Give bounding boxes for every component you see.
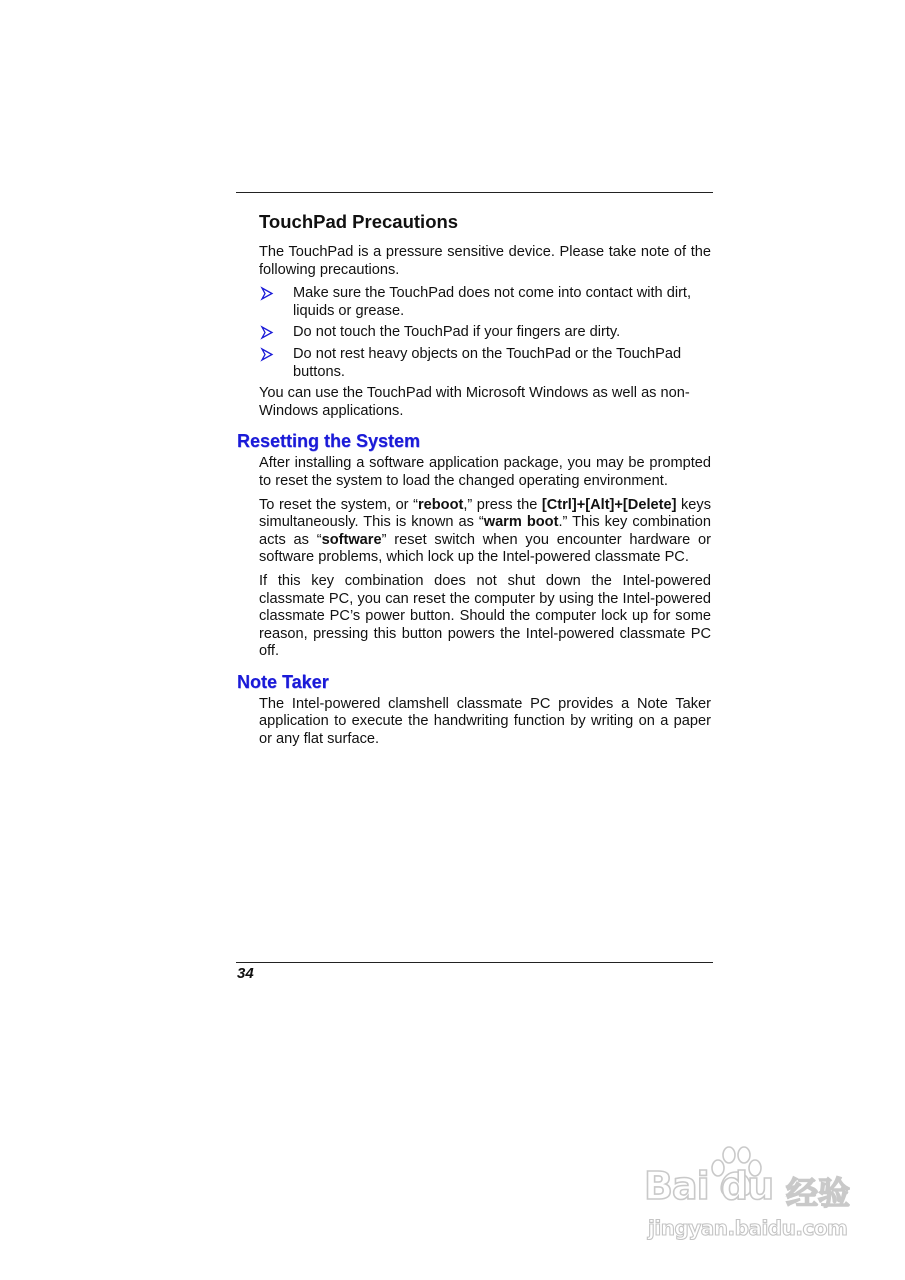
note-taker-para: The Intel-powered clamshell classmate PC provides a Note Taker application to execute the handwriting function by writing on a paper or any flat surface. <box>259 695 711 748</box>
text-run: ” reset switch when you encounter hardware or software problems, which lock up the Intel-powered classmate PC. <box>259 531 711 566</box>
bullet-text: Do not touch the TouchPad if your fingers are dirty. <box>293 324 621 341</box>
arrowhead-bullet-icon <box>260 346 274 363</box>
list-item <box>259 285 713 320</box>
touchpad-outro: You can use the TouchPad with Microsoft Windows as well as non-Windows applications. <box>259 385 690 419</box>
key-combo: [Ctrl]+[Alt]+[Delete] <box>541 496 677 513</box>
text-run: .” This key combination acts as “ <box>259 514 712 548</box>
text-run: To reset the system, or “ <box>259 496 418 513</box>
list-item <box>259 346 713 381</box>
note-taker-heading: Note Taker <box>237 671 329 692</box>
list-item <box>259 324 713 342</box>
reboot-term: reboot <box>417 496 464 513</box>
watermark-jingyan-text: 经验 <box>786 1174 851 1212</box>
touchpad-precautions-list <box>259 285 713 381</box>
resetting-para-2 <box>259 497 711 567</box>
text-run: ,” press the <box>463 496 542 513</box>
watermark-logo-text: Bai du <box>644 1164 774 1208</box>
bullet-text: Make sure the TouchPad does not come into contact with dirt, liquids or grease. <box>293 285 692 319</box>
resetting-para-1: After installing a software application package, you may be prompted to reset the system to load the changed operating environment. <box>259 455 711 489</box>
resetting-para-3: If this key combination does not shut down the Intel-powered classmate PC, you can reset the computer by using the Intel-powered classmate PC’s power button. Should the computer lock up for some reason, pressing this button powers the Intel-powered classmate PC off. <box>259 572 711 660</box>
baidu-jingyan-watermark <box>640 1142 855 1252</box>
touchpad-heading: TouchPad Precautions <box>259 211 459 232</box>
bullet-text: Do not rest heavy objects on the TouchPad or the TouchPad buttons. <box>293 345 682 380</box>
arrowhead-bullet-icon <box>260 285 274 302</box>
resetting-heading: Resetting the System <box>237 431 421 452</box>
top-rule <box>236 192 713 193</box>
page-number: 34 <box>237 965 254 982</box>
text-run: keys simultaneously. This is known as “ <box>259 496 711 531</box>
warm-boot-term: warm boot <box>483 514 559 531</box>
software-term: software <box>321 531 382 548</box>
arrowhead-bullet-icon <box>260 324 274 341</box>
bottom-rule <box>236 962 713 963</box>
touchpad-intro: The TouchPad is a pressure sensitive device. Please take note of the following precautions. <box>259 244 711 278</box>
page-content <box>237 206 713 755</box>
watermark-url: jingyan.baidu.com <box>648 1216 848 1240</box>
